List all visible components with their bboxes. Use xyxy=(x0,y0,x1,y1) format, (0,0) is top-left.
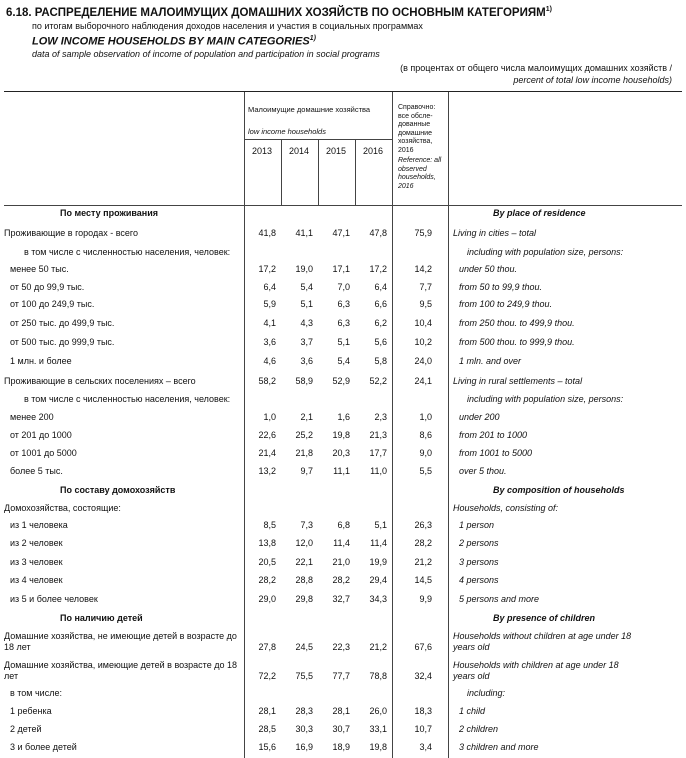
section-heading-en: By composition of households xyxy=(493,485,625,495)
row-label: Домашние хозяйства, не имеющие детей в возрасте до 18 лет xyxy=(4,631,237,652)
row-label: Домашние хозяйства, имеющие детей в возрасте до 18 лет xyxy=(4,660,237,681)
cell-value: 3,7 xyxy=(300,337,313,347)
table-title-en: LOW INCOME HOUSEHOLDS BY MAIN CATEGORIES$^{1)}$ xyxy=(32,35,316,48)
cell-value: 1,6 xyxy=(337,412,350,422)
cell-value: 26,3 xyxy=(414,520,432,530)
row-label: 1 млн. и более xyxy=(10,356,72,366)
column-divider xyxy=(392,92,393,758)
cell-value: 75,9 xyxy=(414,228,432,238)
cell-value: 5,4 xyxy=(337,356,350,366)
cell-value: 20,3 xyxy=(332,448,350,458)
column-divider xyxy=(355,139,356,206)
cell-value: 9,9 xyxy=(419,594,432,604)
row-label: от 50 до 99,9 тыс. xyxy=(10,282,85,292)
cell-value: 6,3 xyxy=(337,299,350,309)
row-label-en: from 50 to 99,9 thou. xyxy=(459,282,543,292)
cell-value: 3,4 xyxy=(419,742,432,752)
cell-value: 9,7 xyxy=(300,466,313,476)
cell-value: 13,8 xyxy=(258,538,276,548)
cell-value: 21,0 xyxy=(332,557,350,567)
row-label-en: from 500 thou. to 999,9 thou. xyxy=(459,337,575,347)
cell-value: 32,4 xyxy=(414,671,432,681)
cell-value: 29,4 xyxy=(369,575,387,585)
row-label: более 5 тыс. xyxy=(10,466,63,476)
row-label-en: under 50 thou. xyxy=(459,264,518,274)
cell-value: 19,8 xyxy=(332,430,350,440)
column-divider xyxy=(244,92,245,758)
section-heading: По наличию детей xyxy=(60,613,143,623)
cell-value: 29,8 xyxy=(295,594,313,604)
row-label-en: Households, consisting of: xyxy=(453,503,559,513)
cell-value: 21,8 xyxy=(295,448,313,458)
row-label: 2 детей xyxy=(10,724,42,734)
cell-value: 32,7 xyxy=(332,594,350,604)
cell-value: 6,4 xyxy=(263,282,276,292)
units-note: (в процентах от общего числа малоимущих домашних хозяйств / xyxy=(400,63,672,73)
table-title: 6.18. РАСПРЕДЕЛЕНИЕ МАЛОИМУЩИХ ДОМАШНИХ ХОЗЯЙСТВ ПО ОСНОВНЫМ КАТЕГОРИЯМ$^{1)}$ xyxy=(6,6,552,19)
row-label: из 3 человек xyxy=(10,557,63,567)
table-subtitle: по итогам выборочного наблюдения доходов населения и участия в социальных программах xyxy=(32,21,423,31)
row-label-en: from 100 to 249,9 thou. xyxy=(459,299,553,309)
cell-value: 6,3 xyxy=(337,318,350,328)
cell-value: 6,2 xyxy=(374,318,387,328)
row-label: от 500 тыс. до 999,9 тыс. xyxy=(10,337,115,347)
cell-value: 72,2 xyxy=(258,671,276,681)
row-label-en: from 1001 to 5000 xyxy=(459,448,533,458)
year-header: 2015 xyxy=(325,146,347,156)
year-header: 2013 xyxy=(251,146,273,156)
cell-value: 28,2 xyxy=(414,538,432,548)
column-group-header: Малоимущие домашние хозяйства xyxy=(248,105,371,114)
cell-value: 6,6 xyxy=(374,299,387,309)
cell-value: 22,1 xyxy=(295,557,313,567)
cell-value: 11,4 xyxy=(333,538,350,548)
units-note-en: percent of total low income households) xyxy=(513,75,672,85)
section-heading-en: By place of residence xyxy=(493,208,586,218)
cell-value: 1,0 xyxy=(419,412,432,422)
row-label-en: Households without children at age under 18 years old xyxy=(453,631,632,652)
row-label-en: Households with children at age under 18 years old xyxy=(453,660,619,681)
cell-value: 22,3 xyxy=(332,642,350,652)
cell-value: 52,2 xyxy=(369,376,387,386)
cell-value: 3,6 xyxy=(300,356,313,366)
cell-value: 18,3 xyxy=(414,706,432,716)
cell-value: 13,2 xyxy=(258,466,276,476)
cell-value: 47,8 xyxy=(369,228,387,238)
column-group-header-en: low income households xyxy=(248,127,326,136)
row-label: менее 200 xyxy=(10,412,54,422)
cell-value: 10,2 xyxy=(414,337,432,347)
cell-value: 30,7 xyxy=(332,724,350,734)
cell-value: 67,6 xyxy=(414,642,432,652)
cell-value: 7,7 xyxy=(419,282,432,292)
cell-value: 41,1 xyxy=(295,228,313,238)
row-label: от 100 до 249,9 тыс. xyxy=(10,299,95,309)
row-label-en: Living in cities – total xyxy=(453,228,537,238)
year-header: 2014 xyxy=(288,146,310,156)
row-label-en: 2 children xyxy=(459,724,499,734)
cell-value: 10,7 xyxy=(414,724,432,734)
cell-value: 19,0 xyxy=(295,264,313,274)
cell-value: 6,8 xyxy=(337,520,350,530)
row-label-en: 4 persons xyxy=(459,575,499,585)
cell-value: 75,5 xyxy=(295,671,313,681)
row-label: из 5 и более человек xyxy=(10,594,98,604)
cell-value: 28,8 xyxy=(295,575,313,585)
cell-value: 14,2 xyxy=(414,264,432,274)
row-label: из 4 человек xyxy=(10,575,63,585)
cell-value: 17,2 xyxy=(258,264,276,274)
cell-value: 2,1 xyxy=(300,412,313,422)
cell-value: 5,1 xyxy=(300,299,313,309)
cell-value: 7,3 xyxy=(300,520,313,530)
cell-value: 5,1 xyxy=(337,337,350,347)
cell-value: 28,3 xyxy=(295,706,313,716)
cell-value: 58,2 xyxy=(258,376,276,386)
cell-value: 28,1 xyxy=(258,706,276,716)
cell-value: 18,9 xyxy=(332,742,350,752)
table-subtitle-en: data of sample observation of income of population and participation in social programs xyxy=(32,49,380,59)
cell-value: 4,6 xyxy=(263,356,276,366)
row-label: в том числе с численностью населения, человек: xyxy=(24,394,231,404)
cell-value: 5,1 xyxy=(374,520,387,530)
row-label: менее 50 тыс. xyxy=(10,264,69,274)
row-label-en: including with population size, persons: xyxy=(467,247,624,257)
cell-value: 47,1 xyxy=(332,228,350,238)
cell-value: 10,4 xyxy=(414,318,432,328)
cell-value: 11,0 xyxy=(370,466,387,476)
cell-value: 26,0 xyxy=(369,706,387,716)
column-divider xyxy=(318,139,319,206)
cell-value: 20,5 xyxy=(258,557,276,567)
cell-value: 2,3 xyxy=(374,412,387,422)
row-label: от 1001 до 5000 xyxy=(10,448,77,458)
cell-value: 77,7 xyxy=(332,671,350,681)
column-divider xyxy=(281,139,282,206)
section-heading: По составу домохозяйств xyxy=(60,485,176,495)
cell-value: 29,0 xyxy=(258,594,276,604)
cell-value: 17,7 xyxy=(369,448,387,458)
cell-value: 11,1 xyxy=(333,466,350,476)
year-header: 2016 xyxy=(362,146,384,156)
cell-value: 6,4 xyxy=(374,282,387,292)
cell-value: 21,2 xyxy=(414,557,432,567)
cell-value: 3,6 xyxy=(263,337,276,347)
cell-value: 5,8 xyxy=(374,356,387,366)
cell-value: 28,1 xyxy=(332,706,350,716)
cell-value: 19,8 xyxy=(369,742,387,752)
row-label: Проживающие в сельских поселениях – всего xyxy=(4,376,196,386)
row-label-en: 1 person xyxy=(459,520,495,530)
cell-value: 21,4 xyxy=(258,448,276,458)
cell-value: 8,6 xyxy=(419,430,432,440)
cell-value: 25,2 xyxy=(295,430,313,440)
cell-value: 28,2 xyxy=(332,575,350,585)
section-heading: По месту проживания xyxy=(60,208,159,218)
reference-column-header xyxy=(398,104,444,191)
cell-value: 30,3 xyxy=(295,724,313,734)
row-label: 3 и более детей xyxy=(10,742,77,752)
section-heading-en: By presence of children xyxy=(493,613,596,623)
row-label-en: 2 persons xyxy=(459,538,499,548)
row-label-en: 3 children and more xyxy=(459,742,539,752)
cell-value: 16,9 xyxy=(295,742,313,752)
cell-value: 24,0 xyxy=(414,356,432,366)
row-label-en: 5 persons and more xyxy=(459,594,540,604)
row-label-en: 3 persons xyxy=(459,557,499,567)
cell-value: 41,8 xyxy=(258,228,276,238)
row-label-en: 1 mln. and over xyxy=(459,356,522,366)
row-label: Домохозяйства, состоящие: xyxy=(4,503,121,513)
row-label: в том числе: xyxy=(10,688,62,698)
cell-value: 28,2 xyxy=(258,575,276,585)
cell-value: 4,3 xyxy=(300,318,313,328)
cell-value: 52,9 xyxy=(332,376,350,386)
cell-value: 33,1 xyxy=(369,724,387,734)
cell-value: 11,4 xyxy=(370,538,387,548)
cell-value: 24,5 xyxy=(295,642,313,652)
cell-value: 21,2 xyxy=(369,642,387,652)
column-divider xyxy=(448,92,449,758)
row-label: из 2 человек xyxy=(10,538,63,548)
cell-value: 7,0 xyxy=(337,282,350,292)
cell-value: 78,8 xyxy=(369,671,387,681)
row-label: в том числе с численностью населения, человек: xyxy=(24,247,231,257)
cell-value: 21,3 xyxy=(369,430,387,440)
table-top-rule xyxy=(4,91,682,92)
cell-value: 17,1 xyxy=(332,264,350,274)
cell-value: 5,9 xyxy=(263,299,276,309)
row-label-en: including: xyxy=(467,688,506,698)
row-label-en: 1 child xyxy=(459,706,486,716)
cell-value: 19,9 xyxy=(369,557,387,567)
cell-value: 12,0 xyxy=(295,538,313,548)
row-label-en: Living in rural settlements – total xyxy=(453,376,583,386)
reference-label: Справочно: все обсле-дованные домашние хозяйства, 2016 xyxy=(398,104,436,154)
row-label: Проживающие в городах - всего xyxy=(4,228,139,238)
row-label: 1 ребенка xyxy=(10,706,52,716)
row-label-en: under 200 xyxy=(459,412,500,422)
cell-value: 34,3 xyxy=(369,594,387,604)
cell-value: 28,5 xyxy=(258,724,276,734)
cell-value: 1,0 xyxy=(263,412,276,422)
cell-value: 9,5 xyxy=(419,299,432,309)
cell-value: 22,6 xyxy=(258,430,276,440)
cell-value: 4,1 xyxy=(263,318,276,328)
cell-value: 5,6 xyxy=(374,337,387,347)
cell-value: 17,2 xyxy=(369,264,387,274)
cell-value: 24,1 xyxy=(414,376,432,386)
cell-value: 9,0 xyxy=(419,448,432,458)
header-bottom-rule xyxy=(4,205,682,206)
reference-label-en: Reference: all observed households, 2016 xyxy=(398,157,442,190)
cell-value: 5,4 xyxy=(300,282,313,292)
cell-value: 8,5 xyxy=(263,520,276,530)
row-label: из 1 человека xyxy=(10,520,68,530)
cell-value: 15,6 xyxy=(258,742,276,752)
row-label-en: from 201 to 1000 xyxy=(459,430,528,440)
row-label-en: from 250 thou. to 499,9 thou. xyxy=(459,318,575,328)
cell-value: 14,5 xyxy=(414,575,432,585)
cell-value: 27,8 xyxy=(258,642,276,652)
cell-value: 5,5 xyxy=(419,466,432,476)
row-label: от 201 до 1000 xyxy=(10,430,72,440)
row-label: от 250 тыс. до 499,9 тыс. xyxy=(10,318,115,328)
row-label-en: over 5 thou. xyxy=(459,466,507,476)
row-label-en: including with population size, persons: xyxy=(467,394,624,404)
cell-value: 58,9 xyxy=(295,376,313,386)
